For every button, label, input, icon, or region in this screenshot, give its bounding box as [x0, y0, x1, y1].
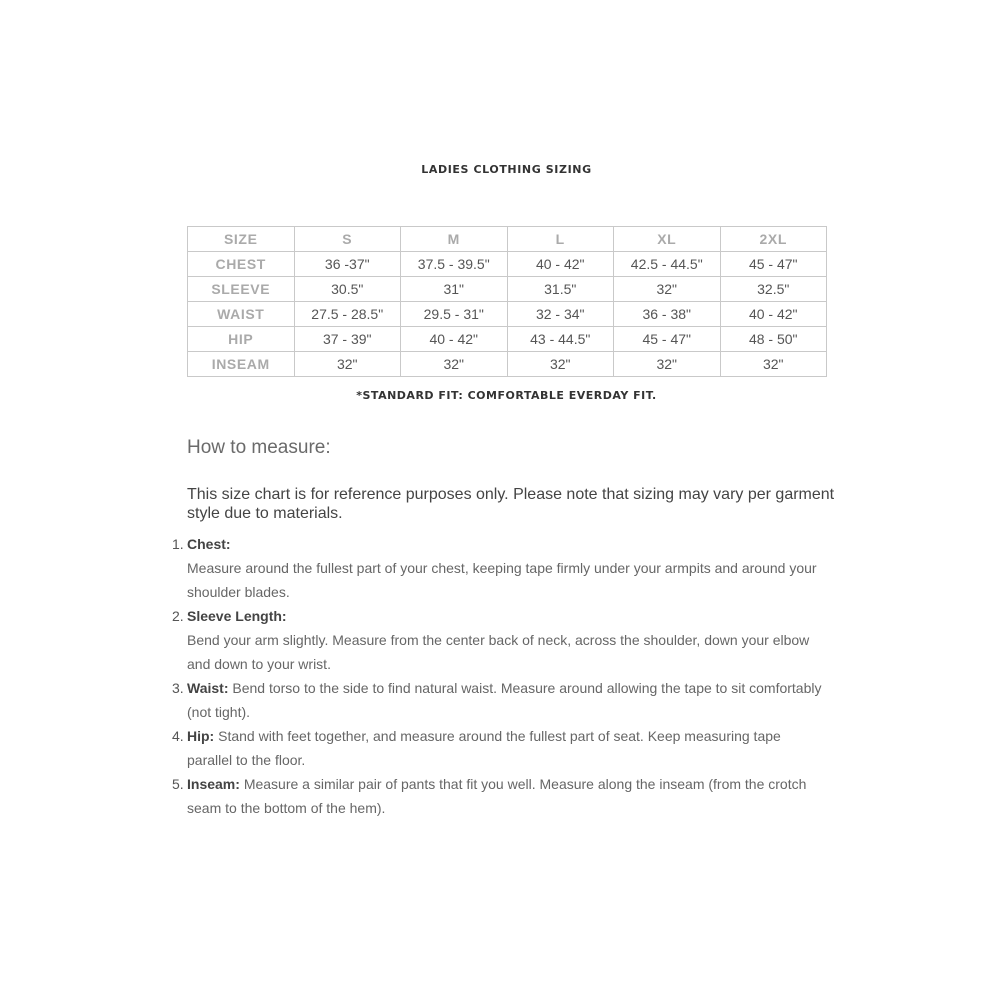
table-cell: 32 - 34" [507, 302, 614, 327]
table-cell: 32" [614, 277, 721, 302]
page-title: LADIES CLOTHING SIZING [421, 163, 592, 176]
table-cell: 31" [401, 277, 508, 302]
table-cell: 48 - 50" [720, 327, 827, 352]
measurement-steps [172, 532, 827, 820]
list-item [172, 772, 827, 820]
step-text: Bend torso to the side to find natural waist. Measure around allowing the tape to sit comfortably (not tight). [187, 680, 822, 720]
fit-note: *STANDARD FIT: COMFORTABLE EVERDAY FIT. [356, 389, 657, 402]
table-cell: 32" [401, 352, 508, 377]
table-cell: 30.5" [294, 277, 401, 302]
list-item [172, 724, 827, 772]
row-header: SLEEVE [188, 277, 295, 302]
step-label: Hip: [187, 728, 215, 744]
table-cell: 27.5 - 28.5" [294, 302, 401, 327]
step-text: Measure a similar pair of pants that fit you well. Measure along the inseam (from the crotch seam to the bottom of the hem). [187, 776, 807, 816]
table-cell: 31.5" [507, 277, 614, 302]
table-cell: 36 -37" [294, 252, 401, 277]
table-cell: 37.5 - 39.5" [401, 252, 508, 277]
table-cell: 43 - 44.5" [507, 327, 614, 352]
row-header: HIP [188, 327, 295, 352]
row-header: INSEAM [188, 352, 295, 377]
column-header: L [507, 227, 614, 252]
row-header: CHEST [188, 252, 295, 277]
how-to-measure-heading: How to measure: [187, 437, 331, 458]
list-item [172, 532, 827, 604]
table-cell: 40 - 42" [401, 327, 508, 352]
table-cell: 29.5 - 31" [401, 302, 508, 327]
step-text: Stand with feet together, and measure around the fullest part of seat. Keep measuring tape parallel to the floor. [187, 728, 781, 768]
size-table [187, 226, 827, 377]
table-row [188, 277, 827, 302]
step-text: Bend your arm slightly. Measure from the center back of neck, across the shoulder, down your elbow and down to your wrist. [187, 632, 810, 672]
table-cell: 40 - 42" [720, 302, 827, 327]
table-row [188, 352, 827, 377]
step-label: Sleeve Length: [187, 608, 287, 624]
column-header: 2XL [720, 227, 827, 252]
table-cell: 36 - 38" [614, 302, 721, 327]
table-cell: 32" [507, 352, 614, 377]
step-label: Inseam: [187, 776, 240, 792]
step-text: Measure around the fullest part of your chest, keeping tape firmly under your armpits and around your shoulder blades. [187, 560, 817, 600]
table-row [188, 252, 827, 277]
table-row [188, 302, 827, 327]
list-item [172, 676, 827, 724]
step-number: 4. [172, 728, 184, 744]
step-label: Chest: [187, 536, 231, 552]
table-cell: 32" [614, 352, 721, 377]
table-row [188, 327, 827, 352]
column-header: S [294, 227, 401, 252]
list-item [172, 604, 827, 676]
step-label: Waist: [187, 680, 229, 696]
column-header: SIZE [188, 227, 295, 252]
table-cell: 32" [720, 352, 827, 377]
table-cell: 32.5" [720, 277, 827, 302]
table-cell: 42.5 - 44.5" [614, 252, 721, 277]
table-cell: 37 - 39" [294, 327, 401, 352]
column-header: M [401, 227, 508, 252]
table-cell: 45 - 47" [720, 252, 827, 277]
step-number: 5. [172, 776, 184, 792]
table-cell: 40 - 42" [507, 252, 614, 277]
table-header-row [188, 227, 827, 252]
table-cell: 45 - 47" [614, 327, 721, 352]
step-number: 3. [172, 680, 184, 696]
intro-paragraph: This size chart is for reference purposes only. Please note that sizing may vary per garment style due to materials. [187, 486, 835, 522]
row-header: WAIST [188, 302, 295, 327]
step-number: 1. [172, 536, 184, 552]
column-header: XL [614, 227, 721, 252]
step-number: 2. [172, 608, 184, 624]
table-cell: 32" [294, 352, 401, 377]
